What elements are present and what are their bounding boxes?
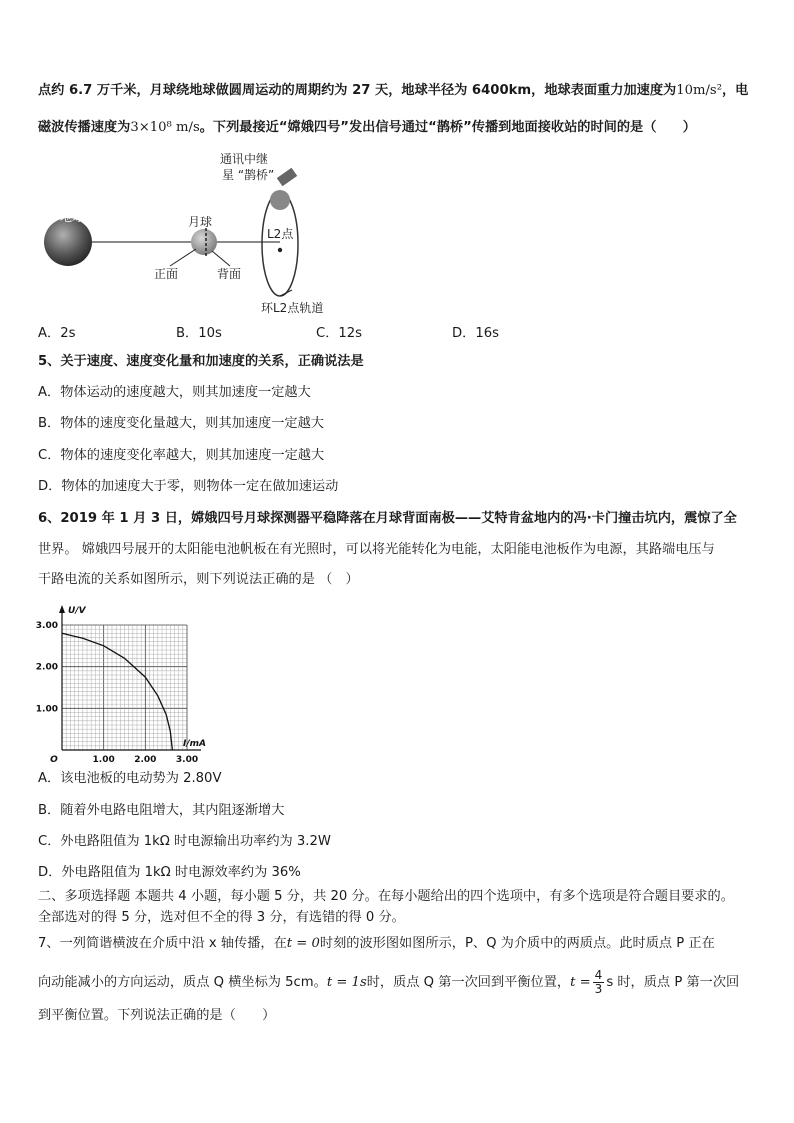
q4-option-d[interactable]: D．16s [452,326,499,341]
front-label: 正面 [154,267,179,281]
section2-instructions-2: 全部选对的得 5 分，选对但不全的得 3 分，有选错的得 0 分。 [38,910,405,925]
q7-fraction [593,969,605,996]
y-axis-label: U/V [68,606,86,616]
graph-grid [62,625,187,750]
q6-stem-line-2: 世界。 嫦娥四号展开的太阳能电池帆板在有光照时，可以将光能转化为电能，太阳能电池板作为电源，其路端电压与 [38,542,715,557]
earth-label: 地球 [60,210,85,224]
q5-stem: 5、关于速度、速度变化量和加速度的关系，正确说法是 [38,354,364,369]
u-i-graph [30,600,230,770]
q4-option-b[interactable]: B．10s [176,326,222,341]
relay-satellite-body [270,190,290,210]
x-tick-label: 1.00 [92,755,115,765]
q7-line-2 [38,968,739,998]
q4-gravity-value: 10m/s² [676,83,722,98]
q6-option-d[interactable]: D．外电路阻值为 1kΩ 时电源效率约为 36% [38,865,301,880]
l2-point-marker [278,248,282,252]
q4-text-1a: 点约 6.7 万千米，月球绕地球做圆周运动的周期约为 27 天，地球半径为 6400km，地球表面重力加速度为 [38,83,677,98]
orbit-label-arrow [280,290,292,296]
q4-option-a[interactable]: A．2s [38,326,76,341]
q7-text-2a: 向动能减小的方向运动，质点 Q 横坐标为 5cm。 [38,975,327,990]
relay-satellite-icon [277,168,297,187]
q6-stem-line-3: 干路电流的关系如图所示，则下列说法正确的是 （ ） [38,572,359,587]
y-tick-label: 3.00 [35,621,58,631]
relay-label-2: 星 “鹊桥” [222,168,275,182]
y-axis-arrow [59,605,65,613]
y-tick-label: 1.00 [35,704,58,715]
x-axis-label: I/mA [183,739,206,749]
q6-stem-line-1: 6、2019 年 1 月 3 日，嫦娥四号月球探测器平稳降落在月球背面南极——艾特肯盆地内的冯·卡门撞击坑内，震惊了全 [38,511,737,526]
x-tick-label: 3.00 [175,755,199,765]
q4-text-2a: 磁波传播速度为 [38,120,131,135]
q7-frac-den: 3 [594,981,603,996]
q5-option-b[interactable]: B．物体的速度变化量越大，则其加速度一定越大 [38,416,324,431]
l2-label: L2点 [267,227,294,241]
earth-moon-l2-diagram [40,148,340,318]
q7-text-1a: 7、一列简谐横波在介质中沿 x 轴传播，在 [38,936,287,951]
q7-t1: t = 1s [326,975,367,990]
q4-text-2c: 。下列最接近“嫦娥四号”发出信号通过“鹊桥”传播到地面接收站的时间的是（ ） [199,120,696,135]
q5-option-d[interactable]: D．物体的加速度大于零，则物体一定在做加速运动 [38,479,339,494]
q7-frac-num: 4 [594,967,603,982]
q6-option-b[interactable]: B．随着外电路电阻增大，其内阻逐渐增大 [38,803,285,818]
q4-line-1 [38,82,748,100]
section2-instructions-1: 二、多项选择题 本题共 4 小题，每小题 5 分，共 20 分。在每小题给出的四个选项中，有多个选项是符合题目要求的。 [38,889,734,904]
q7-line-1 [38,935,715,953]
back-label: 背面 [217,267,242,281]
q7-text-1c: 时刻的波形图如图所示，P、Q 为介质中的两质点。此时质点 P 正在 [319,936,715,951]
q7-t-eq: t = [570,975,591,990]
q7-t0: t = 0 [286,936,320,951]
orbit-label: 环L2点轨道 [261,301,324,315]
y-tick-label: 2.00 [35,662,58,673]
graph-labels [36,606,206,765]
moon-label: 月球 [188,215,213,229]
q4-line-2 [38,119,696,137]
q4-wave-speed: 3×10⁸ m/s [130,120,200,135]
moon-icon [191,229,217,255]
x-tick-label: 2.00 [134,755,157,765]
q5-option-a[interactable]: A．物体运动的速度越大，则其加速度一定越大 [38,385,311,400]
back-arrow [212,251,230,266]
q4-option-c[interactable]: C．12s [316,326,363,341]
q7-line-3: 到平衡位置。下列说法正确的是（ ） [38,1008,276,1023]
q7-text-2e: s 时，质点 P 第一次回 [606,975,740,990]
relay-label-1: 通讯中继 [220,152,269,166]
q6-option-c[interactable]: C．外电路阻值为 1kΩ 时电源输出功率约为 3.2W [38,834,331,849]
q7-text-2c: 时，质点 Q 第一次回到平衡位置， [366,975,571,990]
q5-option-c[interactable]: C．物体的速度变化率越大，则其加速度一定越大 [38,448,325,463]
q4-text-1c: ，电 [722,83,749,98]
q6-option-a[interactable]: A．该电池板的电动势为 2.80V [38,771,222,786]
front-arrow [170,249,196,266]
graph-axes [59,605,201,750]
earth-icon [44,218,92,266]
origin-label: O [50,755,58,765]
